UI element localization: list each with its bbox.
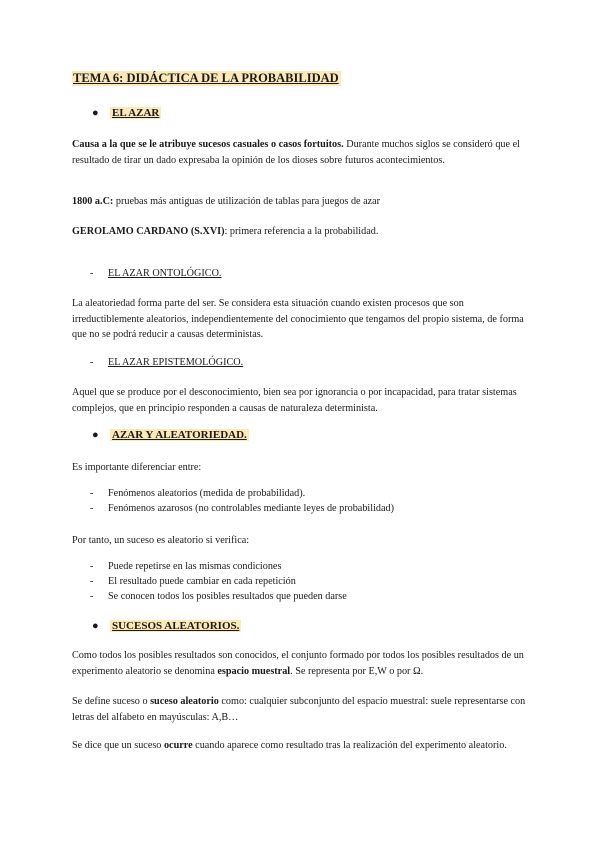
paragraph-ocurre [72, 738, 532, 754]
bullet-icon: ● [92, 620, 99, 632]
dash-marker: - [90, 503, 94, 514]
paragraph-cardano [72, 224, 532, 240]
bold-text: suceso aleatorio [150, 696, 219, 707]
paragraph-por-tanto: Por tanto, un suceso es aleatorio si verifica: [72, 535, 250, 546]
list-item-text: El resultado puede cambiar en cada repetición [108, 576, 296, 587]
bullet-icon: ● [92, 107, 99, 119]
paragraph-text: como: cualquier subconjunto del espacio muestral: suele representarse con letras del alfabeto en mayúsculas: A,B… [72, 696, 526, 723]
bold-text: espacio muestral [217, 665, 291, 677]
section-heading-label: EL AZAR [112, 107, 160, 119]
bold-text: 1800 a.C: [72, 196, 114, 207]
bullet-icon: ● [92, 429, 99, 441]
list-item-text: Fenómenos azarosos (no controlables mediante leyes de probabilidad) [108, 503, 395, 514]
list-item-text: Se conocen todos los posibles resultados que pueden darse [108, 591, 347, 602]
dash-marker: - [90, 488, 94, 499]
paragraph-text: : primera referencia a la probabilidad. [224, 226, 379, 237]
section-heading-label: SUCESOS ALEATORIOS. [112, 620, 240, 632]
subheading-label: EL AZAR ONTOLÓGICO. [108, 268, 222, 279]
paragraph-text: Se dice que un suceso [72, 740, 164, 751]
bold-text: ocurre [163, 740, 193, 751]
paragraph-text: Durante muchos siglos se consideró que el resultado de tirar un dado expresaba la opinión de los dioses sobre futuros acontecimientos. [72, 139, 520, 166]
dash-marker: - [90, 576, 94, 587]
bold-text: Causa a la que se le atribuye sucesos casuales o casos fortuitos. [72, 139, 344, 150]
paragraph-text: . Se representa por E,W o por Ω. [290, 665, 424, 677]
section-heading-label: AZAR Y ALEATORIEDAD. [112, 429, 247, 441]
paragraph-causa [72, 137, 532, 168]
paragraph-text: pruebas más antiguas de utilización de tablas para juegos de azar [113, 196, 381, 207]
paragraph-text: cuando aparece como resultado tras la realización del experimento aleatorio. [192, 740, 507, 751]
dash-marker: - [90, 561, 94, 572]
page-title: TEMA 6: DIDÁCTICA DE LA PROBABILIDAD [73, 71, 339, 85]
paragraph-1800 [72, 194, 532, 210]
dash-marker: - [90, 268, 94, 279]
paragraph-text: Se define suceso o [72, 696, 151, 707]
paragraph-suceso-aleatorio [72, 694, 532, 725]
dash-marker: - [90, 591, 94, 602]
paragraph-espacio-muestral [72, 648, 532, 679]
bold-text: GEROLAMO CARDANO (S.XVI) [72, 226, 225, 237]
dash-marker: - [90, 357, 94, 368]
paragraph-epistemologico: Aquel que se produce por el desconocimiento, bien sea por ignorancia o por incapacidad, para tratar sistemas complejos, que en principio responden a causas de naturaleza determinista. [72, 387, 517, 414]
list-item-text: Puede repetirse en las mismas condiciones [108, 561, 282, 572]
paragraph-text: Como todos los posibles resultados son conocidos, el conjunto formado por todos los posibles resultados de un experimento aleatorio se denomina [72, 650, 524, 677]
subheading-label: EL AZAR EPISTEMOLÓGICO. [108, 357, 244, 368]
paragraph-ontologico: La aleatoriedad forma parte del ser. Se considera esta situación cuando existen procesos que son irreductiblemente aleatorios, independientemente del conocimiento que tengamos del propio sistema, de forma que no se podrá reducir a causas deterministas. [72, 298, 524, 340]
paragraph-diferenciar: Es importante diferenciar entre: [72, 462, 202, 473]
list-item-text: Fenómenos aleatorios (medida de probabilidad). [108, 488, 306, 499]
